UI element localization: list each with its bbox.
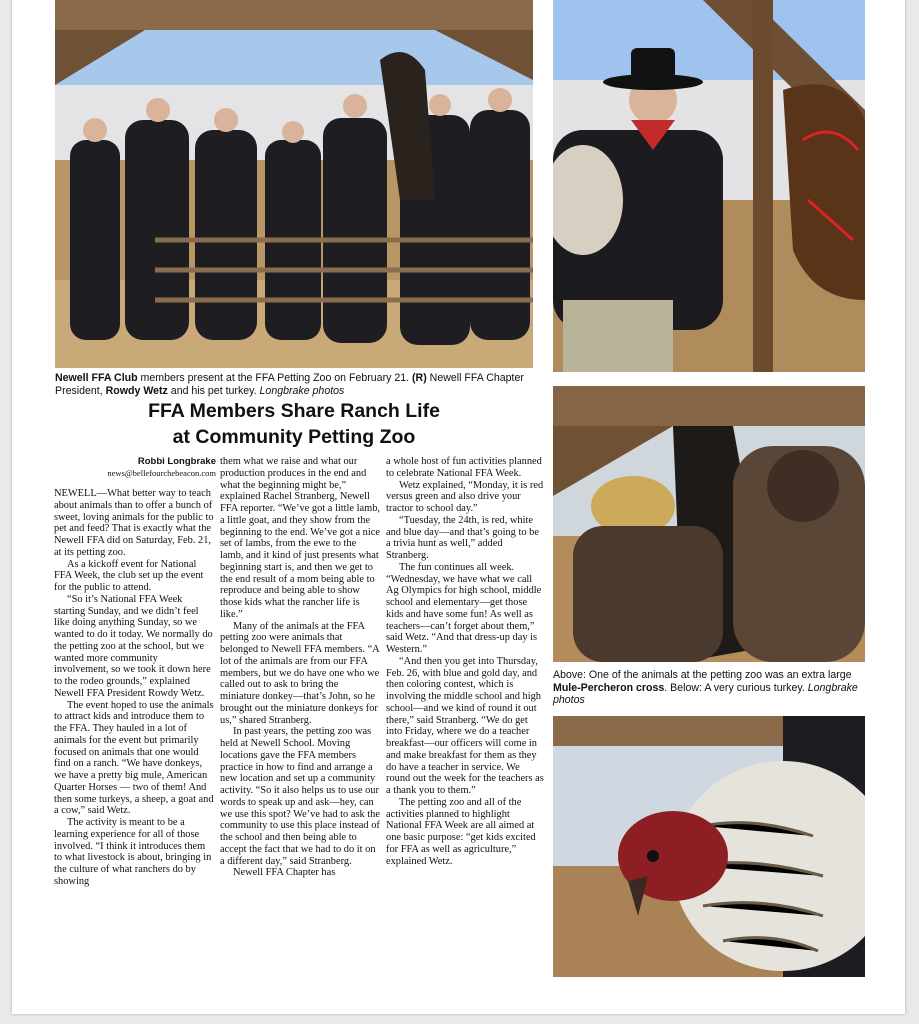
paragraph: Many of the animals at the FFA petting zoo were animals that belonged to Newell FFA members. “A lot of the animals are from our FFA members, but we do have one who we called out to ask to bring the miniature donkey—that’s John, so he brought out the miniature donkeys for us,” shared Stranberg.	[220, 620, 380, 726]
paragraph: them what we raise and what our production produces in the end and what the beginning might be,” explained Rachel Stranberg, Newell FFA reporter. “We’ve got a little lamb, a little goat, and they show from the beginning to the end. We’ve got a nice set of lambs, from the ewe to the lamb, and it kind of just presents what beginning start is, and then we get to the end result of a mom being able to reproduce and being able to show those kids what the rancher life is like.”	[220, 456, 380, 620]
article-headline: FFA Members Share Ranch Life at Community Petting Zoo	[148, 400, 440, 448]
paragraph: As a kickoff event for National FFA Week, the club set up the event for the public to attend.	[54, 558, 204, 593]
paragraph: “So it’s National FFA Week starting Sunday, and we didn’t feel like doing anything Sunday, so we wanted to do it today. We normally do the petting zoo at the school, but we wanted more community involvement, so we took it down here to the rodeo grounds,” explained Newell FFA President Rowdy Wetz.	[54, 593, 213, 699]
paragraph: In past years, the petting zoo was held at Newell School. Moving locations gave the FFA members practice in how to find and arrange a new location and set up a community activity. “So it also helps us to use our words to speak up and ask—hey, can we use this spot? We’ve had to ask the community to use this place instead of the school and then being able to accept the fact that we had to do it on a different day,” said Stranberg.	[220, 726, 380, 867]
paragraph: Wetz explained, “Monday, it is red versus green and also drive your tractor to school day.”	[386, 479, 544, 514]
photo-credit: Longbrake photos	[553, 681, 858, 706]
article-column-2	[220, 456, 380, 879]
paragraph: The event hoped to use the animals to attract kids and introduce them to the FFA. They hauled in a lot of animals for the event but primarily focused on animals that one would find on a ranch. “We have donkeys, we have a pretty big mule, American Quarter Horses — two of them! And then some turkeys, a sheep, a goat and a cow,” said Wetz.	[54, 699, 214, 817]
paragraph: Newell FFA Chapter has	[233, 867, 336, 879]
paragraph: a whole host of fun activities planned to celebrate National FFA Week.	[386, 456, 542, 479]
president-with-horse-photo	[553, 0, 865, 372]
paragraph: The fun continues all week. “Wednesday, we have what we call Ag Olympics for high school, middle school and elementary—get those kids and have some fun! As well as teachers—can’t forget about them,” said Wetz. “And that dress-up day is Western.”	[386, 561, 542, 655]
author-name: Robbi Longbrake	[137, 456, 216, 467]
article-column-3	[386, 456, 546, 867]
article-column-1	[54, 488, 214, 888]
byline	[56, 456, 216, 479]
paragraph: “And then you get into Thursday, Feb. 26, with blue and gold day, and then coloring contest, which is involving the middle school and high school—and we kind of round it out there,” said Stranberg. “We do get into Friday, where we do a teacher breakfast—our officers will come in and make breakfast for them as they do have a teacher in service. We round out the week for the teachers as a thank you to them.”	[386, 655, 544, 796]
caption-lead: Newell FFA Club	[55, 372, 138, 384]
newspaper-page	[12, 0, 905, 1014]
turkey-photo	[553, 716, 865, 977]
group-photo	[55, 0, 533, 368]
group-photo-caption: Newell FFA Club members present at the FFA Petting Zoo on February 21. (R) Newell FFA Chapter President, Rowdy Wetz and his pet turkey. Longbrake photos	[55, 372, 524, 397]
paragraph: The petting zoo and all of the activities planned to highlight National FFA Week are all aimed at one basic purpose: “get kids excited for FFA as well as agriculture,” explained Wetz.	[386, 796, 536, 867]
paragraph: NEWELL—What better way to teach about animals than to offer a bunch of sweet, loving animals for the public to pet and feed? That is exactly what the Newell FFA did on Saturday, Feb. 21, at its petting zoo.	[54, 488, 214, 558]
photo-credit: Longbrake photos	[259, 384, 345, 397]
mule-percheron-photo	[553, 386, 865, 662]
author-email: news@bellefourchebeacon.com	[107, 468, 216, 478]
paragraph: “Tuesday, the 24th, is red, white and blue day—and that’s going to be a trivia hunt as well,” added Stranberg.	[386, 514, 539, 561]
mule-photo-caption: Above: One of the animals at the petting zoo was an extra large Mule-Percheron cross. Below: A very curious turkey. Longbrake photos	[553, 669, 858, 706]
paragraph: The activity is meant to be a learning experience for all of those involved. “I think it introduces them to what livestock is about, bringing in the culture of what ranchers do by showing	[54, 817, 212, 887]
